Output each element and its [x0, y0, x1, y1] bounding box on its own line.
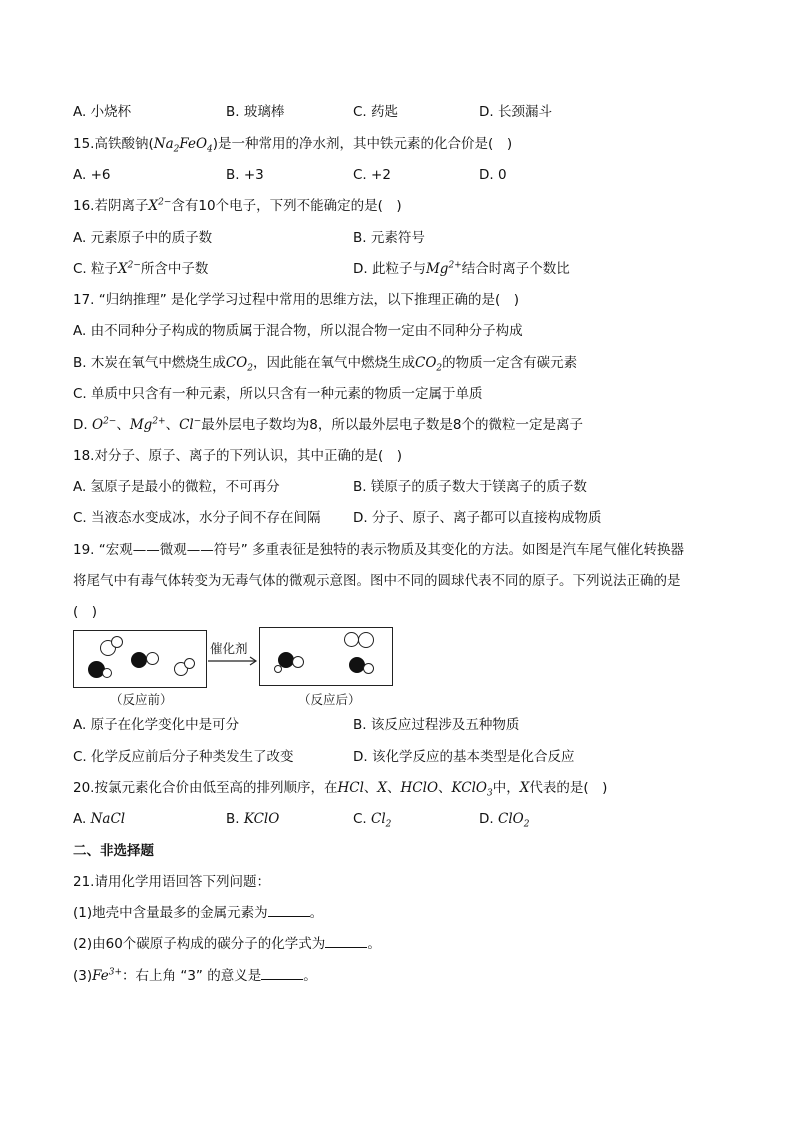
- reaction-after-box: [259, 627, 393, 686]
- section-heading: 二、非选择题: [73, 843, 154, 859]
- q19-option-c: C. 化学反应前后分子种类发生了改变: [73, 749, 294, 765]
- q16-prefix: 16.若阴离子: [73, 198, 149, 214]
- q20-sep3: 、: [438, 780, 452, 796]
- q16-option-c-charge: 2−: [127, 260, 141, 271]
- q20-hclo: HClO: [400, 780, 439, 796]
- q20-option-b-label: B.: [226, 811, 244, 827]
- catalyst-label: 催化剂: [210, 641, 248, 656]
- q17-option-d-rest: 最外层电子数均为8，所以最外层电子数是8个的微粒一定是离子: [201, 417, 583, 433]
- q15-prefix: 15.高铁酸钠(: [73, 136, 154, 152]
- q21-part2-end: 。: [367, 936, 381, 952]
- q17-option-d-sep1: 、: [116, 417, 130, 433]
- q15-option-b: B. +3: [226, 167, 264, 183]
- q15-option-a: A. +6: [73, 167, 111, 183]
- q19-stem-line2: 将尾气中有毒气体转变为无毒气体的微观示意图。图中不同的圆球代表不同的原子。下列说法正确的是: [73, 573, 681, 589]
- q20-sep1: 、: [363, 780, 378, 796]
- q17-option-d-cl-charge: −: [193, 416, 202, 427]
- q21-part3-charge: 3+: [108, 967, 123, 978]
- caption-before: （反应前）: [110, 692, 173, 707]
- q17-option-b-part3: 的物质一定含有碳元素: [442, 355, 578, 371]
- q17-option-d-mg: Mg: [129, 417, 153, 433]
- q21-part3-prefix: (3): [73, 968, 93, 984]
- q20-option-d-label: D.: [479, 811, 498, 827]
- q15-option-c: C. +2: [353, 167, 391, 183]
- q20-option-b-formula: KClO: [243, 811, 280, 827]
- caption-after: （反应后）: [298, 692, 361, 707]
- q20-x2: X: [519, 780, 530, 796]
- q20-x: X: [377, 780, 388, 796]
- q16-ion-charge: 2−: [158, 197, 172, 208]
- q20-kclo3: KClO: [451, 780, 487, 796]
- q17-option-b-co2-a: CO: [225, 355, 248, 371]
- q20-option-d: [479, 809, 529, 829]
- q21-part1-end: 。: [309, 905, 324, 921]
- q18-option-b: B. 镁原子的质子数大于镁离子的质子数: [353, 479, 587, 495]
- q20-option-c: [353, 809, 391, 829]
- q17-option-d-sep2: 、: [165, 417, 180, 433]
- q21-part3-end: 。: [303, 968, 317, 984]
- white-atom: [146, 652, 159, 665]
- q16-suffix: 含有10个电子，下列不能确定的是( ): [171, 198, 402, 214]
- q19-option-a: A. 原子在化学变化中是可分: [73, 717, 240, 733]
- q20-option-b: [226, 809, 279, 829]
- q20-hcl: HCl: [337, 780, 364, 796]
- q21-part2: [73, 934, 381, 954]
- q15-stem: [73, 134, 512, 154]
- q18-option-a: A. 氢原子是最小的微粒，不可再分: [73, 479, 280, 495]
- q16-option-d-prefix: D. 此粒子与: [353, 261, 426, 277]
- q17-option-c: C. 单质中只含有一种元素，所以只含有一种元素的物质一定属于单质: [73, 386, 483, 402]
- q17-option-a: A. 由不同种分子构成的物质属于混合物，所以混合物一定由不同种分子构成: [73, 323, 523, 339]
- q18-option-c: C. 当液态水变成冰，水分子间不存在间隔: [73, 510, 321, 526]
- q14-option-b: B. 玻璃棒: [226, 104, 285, 120]
- q16-option-c: [73, 259, 208, 279]
- q17-option-b-part2: ，因此能在氧气中燃烧生成: [252, 355, 415, 371]
- q18-option-d: D. 分子、原子、离子都可以直接构成物质: [353, 510, 602, 526]
- q20-option-c-label: C.: [353, 811, 372, 827]
- white-atom: [111, 636, 123, 648]
- white-atom: [274, 665, 282, 673]
- q21-part3-ion: Fe: [92, 968, 109, 984]
- q21-part1: [73, 903, 323, 923]
- q14-option-d: D. 长颈漏斗: [479, 104, 552, 120]
- q16-option-d-suffix: 结合时离子个数比: [461, 261, 570, 277]
- q15-sub2: 4: [207, 144, 213, 155]
- q16-option-d-ion: Mg: [425, 261, 449, 277]
- q21-part3: [73, 966, 317, 986]
- white-atom: [102, 668, 112, 678]
- q19-option-b: B. 该反应过程涉及五种物质: [353, 717, 520, 733]
- q16-option-d-charge: 2+: [448, 260, 462, 271]
- q20-suffix2: 代表的是( ): [529, 780, 608, 796]
- q16-ion: X: [148, 198, 159, 214]
- q14-option-c: C. 药匙: [353, 104, 399, 120]
- q17-option-d-label: D.: [73, 417, 92, 433]
- q20-option-a: [73, 809, 125, 829]
- q20-option-a-formula: NaCl: [90, 811, 126, 827]
- q20-kclo3-sub: 3: [486, 788, 493, 799]
- q20-option-d-formula: ClO: [497, 811, 524, 827]
- q17-option-b-sub-b: 2: [436, 363, 443, 374]
- white-atom: [358, 632, 374, 648]
- white-atom: [344, 632, 359, 647]
- white-atom: [292, 656, 304, 668]
- q20-option-a-label: A.: [73, 811, 91, 827]
- q19-option-d: D. 该化学反应的基本类型是化合反应: [353, 749, 575, 765]
- answer-blank[interactable]: [325, 935, 367, 948]
- q19-stem-line1: 19. “宏观——微观——符号” 多重表征是独特的表示物质及其变化的方法。如图是汽车尾气催化转换器: [73, 542, 685, 558]
- q18-stem: 18.对分子、原子、离子的下列认识，其中正确的是( ): [73, 448, 403, 464]
- q19-stem-line3: ( ): [73, 604, 98, 620]
- q17-option-b-sub-a: 2: [247, 363, 253, 374]
- q17-option-d-o: O: [91, 417, 104, 433]
- q20-option-d-sub: 2: [523, 819, 530, 830]
- q20-option-c-formula: Cl: [371, 811, 386, 827]
- black-atom: [131, 652, 147, 668]
- q17-option-b-co2-b: CO: [414, 355, 437, 371]
- q17-option-b-part1: B. 木炭在氧气中燃烧生成: [73, 355, 226, 371]
- white-atom: [184, 658, 195, 669]
- answer-blank[interactable]: [261, 967, 303, 980]
- q16-option-c-ion: X: [118, 261, 128, 277]
- answer-blank[interactable]: [268, 904, 310, 917]
- q15-formula-na: Na: [153, 136, 174, 152]
- q21-part3-text: ：右上角 “3” 的意义是: [122, 968, 262, 984]
- q21-stem: 21.请用化学用语回答下列问题：: [73, 874, 270, 890]
- q20-prefix: 20.按氯元素化合价由低至高的排列顺序，在: [73, 780, 338, 796]
- q21-part1-text: (1)地壳中含量最多的金属元素为: [73, 905, 268, 921]
- q20-sep2: 、: [387, 780, 401, 796]
- q20-stem: [73, 778, 607, 798]
- q14-option-a: A. 小烧杯: [73, 104, 132, 120]
- q16-stem: [73, 196, 402, 216]
- q16-option-b: B. 元素符号: [353, 230, 425, 246]
- q15-sub1: 2: [173, 144, 180, 155]
- q16-option-a: A. 元素原子中的质子数: [73, 230, 213, 246]
- q20-option-c-sub: 2: [385, 819, 392, 830]
- q17-option-d-o-charge: 2−: [103, 416, 117, 427]
- q15-option-d: D. 0: [479, 167, 507, 183]
- reaction-before-box: [73, 630, 207, 688]
- q17-stem: 17. “归纳推理” 是化学学习过程中常用的思维方法，以下推理正确的是( ): [73, 292, 520, 308]
- q16-option-c-prefix: C. 粒子: [73, 261, 119, 277]
- q21-part2-text: (2)由60个碳原子构成的碳分子的化学式为: [73, 936, 326, 952]
- q17-option-d-mg-charge: 2+: [152, 416, 166, 427]
- q16-option-c-suffix: 所含中子数: [140, 261, 209, 277]
- white-atom: [363, 663, 374, 674]
- q16-option-d: [353, 259, 570, 279]
- q17-option-b: [73, 353, 577, 373]
- q15-formula-feo: FeO: [179, 136, 208, 152]
- q20-suffix1: 中，: [492, 780, 520, 796]
- q15-suffix: )是一种常用的净水剂，其中铁元素的化合价是( ): [212, 136, 513, 152]
- reaction-arrow: [206, 655, 260, 667]
- q17-option-d: [73, 415, 583, 435]
- q17-option-d-cl: Cl: [179, 417, 194, 433]
